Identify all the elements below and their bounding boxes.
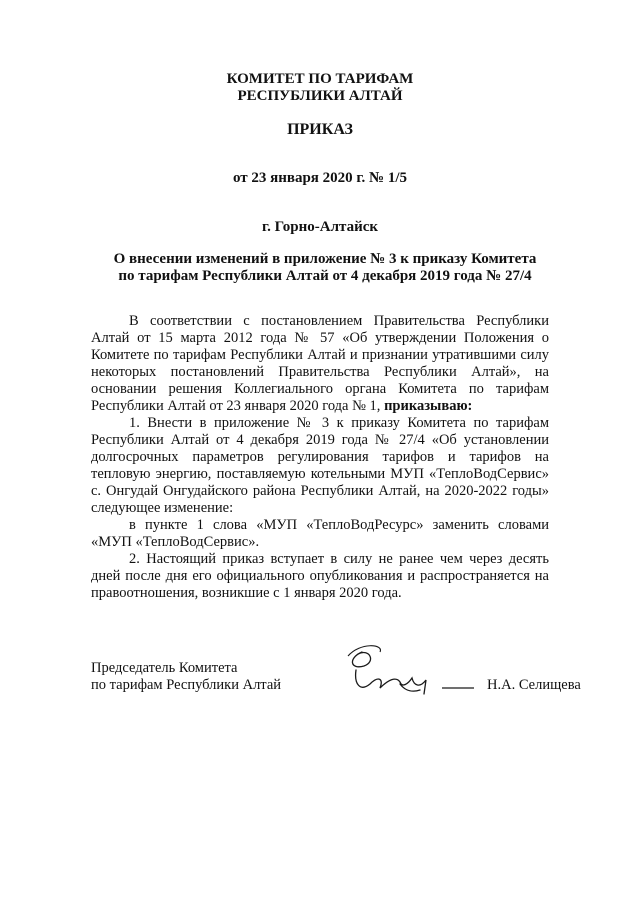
signatory-position xyxy=(91,660,281,694)
preamble-paragraph xyxy=(91,313,549,415)
signatory-name: Н.А. Селищева xyxy=(487,677,581,693)
document-date-number: от 23 января 2020 г. № 1/5 xyxy=(232,170,408,186)
org-name-line2: РЕСПУБЛИКИ АЛТАЙ xyxy=(237,88,403,104)
item-1-subparagraph: в пункте 1 слова «МУП «ТеплоВодРесурс» заменить словами «МУП «ТеплоВодСервис». xyxy=(91,517,549,550)
document-body xyxy=(91,313,549,602)
item-2-paragraph: 2. Настоящий приказ вступает в силу не ранее чем через десять дней после дня его официального опубликования и распространяется на правоотношения, возникшие с 1 января 2020 года. xyxy=(91,551,549,601)
org-name-line1: КОМИТЕТ ПО ТАРИФАМ xyxy=(226,71,414,87)
signatory-position-line2: по тарифам Республики Алтай xyxy=(91,677,282,693)
handwritten-signature xyxy=(340,640,480,700)
document-subject: О внесении изменений в приложение № 3 к приказу Комитета по тарифам Республики Алтай от 4 декабря 2019 года № 27/4 xyxy=(113,251,537,284)
document-type: ПРИКАЗ xyxy=(287,121,353,138)
signatory-position-line1: Председатель Комитета xyxy=(91,660,238,676)
document-city: г. Горно-Алтайск xyxy=(261,219,379,235)
preamble-text: В соответствии с постановлением Правительства Республики Алтай от 15 марта 2012 года № 57 «Об утверждении Положения о Комитете по тарифам Республики Алтай и признании утратившими силу некоторых постановлений Правительства Республики Алтай», на основании решения Коллегиального органа Комитета по тарифам Республики Алтай от 23 января 2020 года № 1, xyxy=(91,313,549,414)
order-keyword: приказываю: xyxy=(384,398,473,414)
item-1-paragraph: 1. Внести в приложение № 3 к приказу Комитета по тарифам Республики Алтай от 4 декабря 2019 года № 27/4 «Об установлении долгосрочных параметров регулирования тарифов и тарифов на тепловую энергию, поставляемую котельными МУП «ТеплоВодСервис» с. Онгудай Онгудайского района Республики Алтай, на 2020-2022 годы» следующее изменение: xyxy=(91,415,549,516)
